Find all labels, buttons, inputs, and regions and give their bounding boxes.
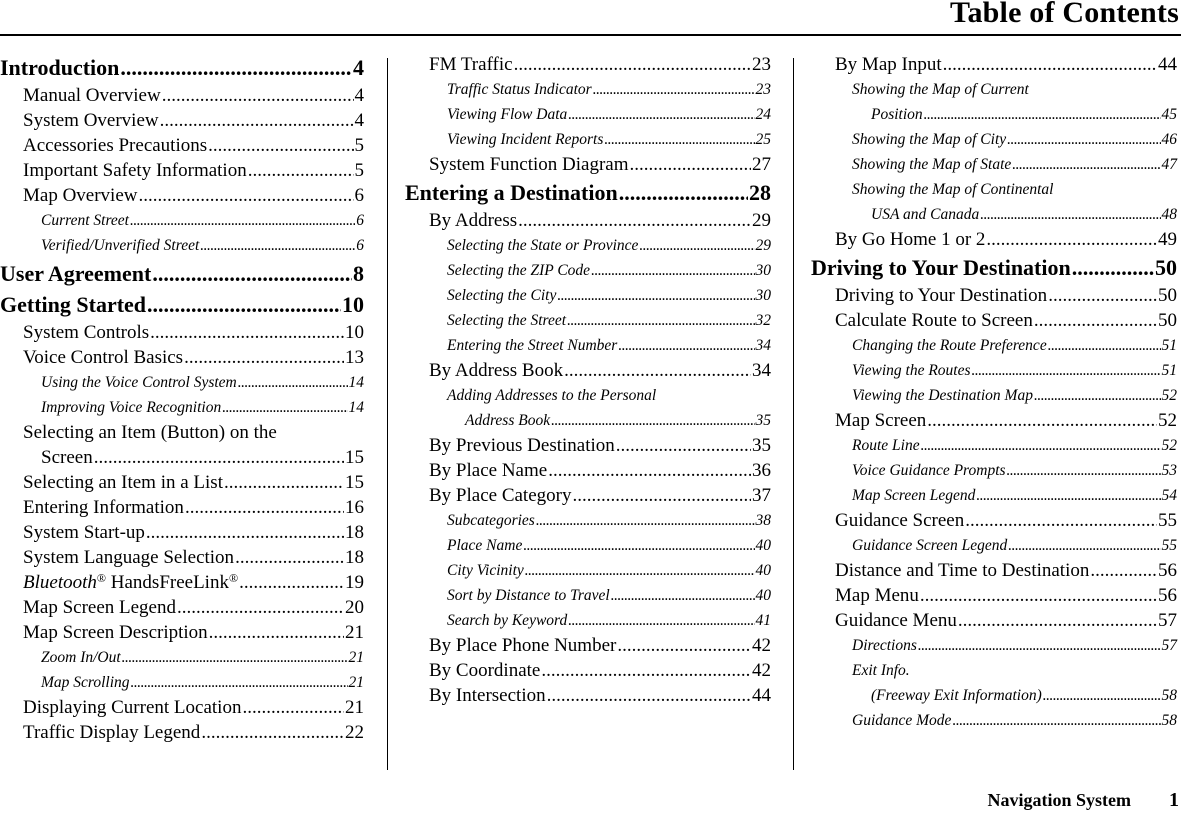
toc-subentry[interactable]: Position ..... 45 bbox=[811, 102, 1177, 127]
toc-entry[interactable]: Entering Information ..... 16 bbox=[0, 495, 364, 520]
toc-subentry[interactable]: Zoom In/Out ..... 21 bbox=[0, 645, 364, 670]
toc-entry[interactable]: Map Screen ..... 52 bbox=[811, 408, 1177, 433]
toc-subentry[interactable]: Route Line ..... 52 bbox=[811, 433, 1177, 458]
toc-subentry[interactable]: Selecting the City ..... 30 bbox=[405, 283, 771, 308]
toc-entry[interactable]: Map Screen Description ..... 21 bbox=[0, 620, 364, 645]
toc-entry[interactable]: By Address Book ..... 34 bbox=[405, 358, 771, 383]
toc-subentry[interactable]: Viewing Incident Reports ..... 25 bbox=[405, 127, 771, 152]
toc-section-entry[interactable]: Introduction ..... 4 bbox=[0, 52, 364, 83]
toc-entry[interactable]: System Start-up ..... 18 bbox=[0, 520, 364, 545]
toc-entry[interactable]: Selecting an Item in a List ..... 15 bbox=[0, 470, 364, 495]
toc-subentry-first-line[interactable]: Exit Info. bbox=[852, 662, 910, 679]
toc-subentry[interactable]: Changing the Route Preference ..... 51 bbox=[811, 333, 1177, 358]
toc-subentry-first-line[interactable]: Showing the Map of Current bbox=[852, 81, 1029, 98]
toc-subentry[interactable]: Subcategories ..... 38 bbox=[405, 508, 771, 533]
toc-subentry[interactable]: Entering the Street Number ..... 34 bbox=[405, 333, 771, 358]
toc-subentry[interactable]: Guidance Mode ..... 58 bbox=[811, 708, 1177, 733]
footer-label: Navigation System bbox=[987, 790, 1131, 810]
toc-subentry[interactable]: Place Name ..... 40 bbox=[405, 533, 771, 558]
toc-entry[interactable]: Calculate Route to Screen ..... 50 bbox=[811, 308, 1177, 333]
toc-section-entry[interactable]: User Agreement ..... 8 bbox=[0, 258, 364, 289]
toc-subentry[interactable]: City Vicinity ..... 40 bbox=[405, 558, 771, 583]
toc-entry[interactable]: System Controls ..... 10 bbox=[0, 320, 364, 345]
toc-subentry[interactable]: Improving Voice Recognition ..... 14 bbox=[0, 395, 364, 420]
toc-subentry[interactable]: Showing the Map of City ..... 46 bbox=[811, 127, 1177, 152]
toc-subentry[interactable]: Viewing the Destination Map ..... 52 bbox=[811, 383, 1177, 408]
page-title: Table of Contents bbox=[950, 0, 1179, 29]
toc-subentry[interactable]: Viewing Flow Data ..... 24 bbox=[405, 102, 771, 127]
toc-subentry[interactable]: (Freeway Exit Information) ..... 58 bbox=[811, 683, 1177, 708]
toc-subentry-first-line[interactable]: Adding Addresses to the Personal bbox=[447, 387, 657, 404]
toc-entry[interactable]: System Language Selection ..... 18 bbox=[0, 545, 364, 570]
toc-entry[interactable]: Screen ..... 15 bbox=[0, 445, 364, 470]
title-rule bbox=[0, 34, 1181, 36]
toc-entry[interactable]: Accessories Precautions ..... 5 bbox=[0, 133, 364, 158]
toc-subentry[interactable]: Showing the Map of State ..... 47 bbox=[811, 152, 1177, 177]
toc-section-entry[interactable]: Entering a Destination ..... 28 bbox=[405, 177, 771, 208]
toc-subentry-first-line[interactable]: Showing the Map of Continental bbox=[852, 181, 1054, 198]
toc-entry[interactable]: By Place Name ..... 36 bbox=[405, 458, 771, 483]
toc-entry[interactable]: By Coordinate ..... 42 bbox=[405, 658, 771, 683]
toc-entry[interactable]: Guidance Screen ..... 55 bbox=[811, 508, 1177, 533]
page-number: 1 bbox=[1169, 789, 1179, 811]
toc-subentry[interactable]: Verified/Unverified Street ..... 6 bbox=[0, 233, 364, 258]
toc-entry[interactable]: Bluetooth® HandsFreeLink® ..... 19 bbox=[0, 570, 364, 595]
toc-entry[interactable]: Displaying Current Location ..... 21 bbox=[0, 695, 364, 720]
toc-entry[interactable]: System Overview ..... 4 bbox=[0, 108, 364, 133]
column-divider bbox=[793, 58, 794, 770]
toc-subentry[interactable]: Current Street ..... 6 bbox=[0, 208, 364, 233]
toc-entry[interactable]: By Map Input ..... 44 bbox=[811, 52, 1177, 77]
toc-entry[interactable]: By Previous Destination ..... 35 bbox=[405, 433, 771, 458]
toc-subentry[interactable]: Selecting the ZIP Code ..... 30 bbox=[405, 258, 771, 283]
toc-subentry[interactable]: Voice Guidance Prompts ..... 53 bbox=[811, 458, 1177, 483]
toc-entry-first-line[interactable]: Selecting an Item (Button) on the bbox=[23, 422, 277, 443]
toc-entry[interactable]: Important Safety Information ..... 5 bbox=[0, 158, 364, 183]
toc-subentry[interactable]: Selecting the Street ..... 32 bbox=[405, 308, 771, 333]
toc-column-3 bbox=[811, 52, 1177, 733]
toc-subentry[interactable]: Sort by Distance to Travel ..... 40 bbox=[405, 583, 771, 608]
toc-subentry[interactable]: Address Book ..... 35 bbox=[405, 408, 771, 433]
toc-entry[interactable]: Guidance Menu ..... 57 bbox=[811, 608, 1177, 633]
toc-entry[interactable]: FM Traffic ..... 23 bbox=[405, 52, 771, 77]
toc-entry[interactable]: Map Screen Legend ..... 20 bbox=[0, 595, 364, 620]
toc-entry[interactable]: Manual Overview ..... 4 bbox=[0, 83, 364, 108]
toc-section-entry[interactable]: Getting Started ..... 10 bbox=[0, 289, 364, 320]
toc-subentry[interactable]: Viewing the Routes ..... 51 bbox=[811, 358, 1177, 383]
toc-entry[interactable]: By Address ..... 29 bbox=[405, 208, 771, 233]
toc-column-1 bbox=[0, 52, 364, 745]
toc-subentry[interactable]: Map Scrolling ..... 21 bbox=[0, 670, 364, 695]
toc-subentry[interactable]: Using the Voice Control System ..... 14 bbox=[0, 370, 364, 395]
toc-entry[interactable]: Map Overview ..... 6 bbox=[0, 183, 364, 208]
toc-entry[interactable]: By Intersection ..... 44 bbox=[405, 683, 771, 708]
toc-entry[interactable]: System Function Diagram ..... 27 bbox=[405, 152, 771, 177]
toc-entry[interactable]: Driving to Your Destination ..... 50 bbox=[811, 283, 1177, 308]
toc-subentry[interactable]: Map Screen Legend ..... 54 bbox=[811, 483, 1177, 508]
toc-subentry[interactable]: Search by Keyword ..... 41 bbox=[405, 608, 771, 633]
toc-entry[interactable]: Distance and Time to Destination ..... 56 bbox=[811, 558, 1177, 583]
toc-entry[interactable]: By Go Home 1 or 2 ..... 49 bbox=[811, 227, 1177, 252]
toc-subentry[interactable]: Selecting the State or Province ..... 29 bbox=[405, 233, 771, 258]
toc-entry[interactable]: By Place Category ..... 37 bbox=[405, 483, 771, 508]
toc-section-entry[interactable]: Driving to Your Destination ..... 50 bbox=[811, 252, 1177, 283]
toc-entry[interactable]: Map Menu ..... 56 bbox=[811, 583, 1177, 608]
toc-entry[interactable]: Voice Control Basics ..... 13 bbox=[0, 345, 364, 370]
toc-entry[interactable]: Traffic Display Legend ..... 22 bbox=[0, 720, 364, 745]
toc-subentry[interactable]: Guidance Screen Legend ..... 55 bbox=[811, 533, 1177, 558]
toc-subentry[interactable]: USA and Canada ..... 48 bbox=[811, 202, 1177, 227]
toc-subentry[interactable]: Traffic Status Indicator ..... 23 bbox=[405, 77, 771, 102]
toc-entry[interactable]: By Place Phone Number ..... 42 bbox=[405, 633, 771, 658]
page-footer bbox=[988, 789, 1181, 812]
column-divider bbox=[387, 58, 388, 770]
toc-column-2 bbox=[405, 52, 771, 708]
toc-subentry[interactable]: Directions ..... 57 bbox=[811, 633, 1177, 658]
